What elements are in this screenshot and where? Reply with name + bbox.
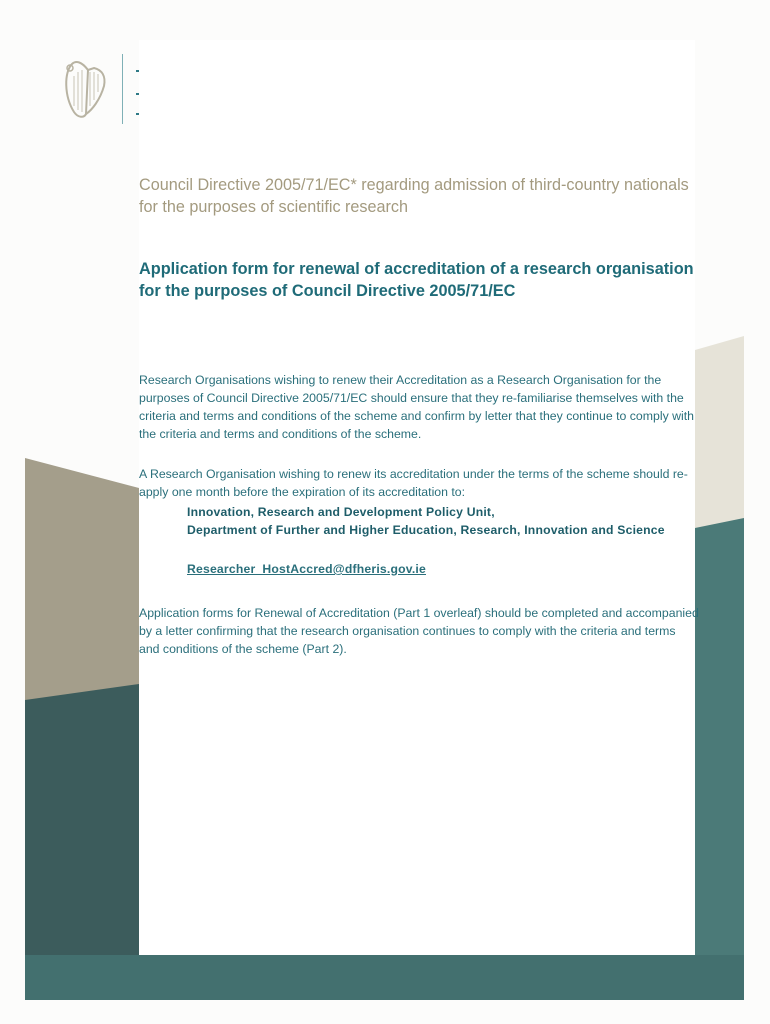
band-bottom xyxy=(25,955,744,1000)
band-teal-right xyxy=(695,518,744,1000)
email-link[interactable]: Researcher_HostAccred@dfheris.gov.ie xyxy=(187,562,426,576)
form-title: Application form for renewal of accreditation of a research organisation for the purposes of Council Directive 2005/71/EC xyxy=(139,260,694,300)
harp-emblem-icon xyxy=(60,56,118,122)
address-unit: Innovation, Research and Development Policy Unit, xyxy=(187,505,495,519)
address-block xyxy=(187,503,667,539)
band-dark-left xyxy=(25,684,139,1000)
reapply-paragraph: A Research Organisation wishing to renew its accreditation under the terms of the scheme should re-apply one month before the expiration of its accreditation to: xyxy=(139,467,688,499)
logo-mark xyxy=(136,113,139,115)
logo-mark xyxy=(136,93,139,95)
forms-paragraph: Application forms for Renewal of Accreditation (Part 1 overleaf) should be completed and accompanied by a letter confirming that the research organisation continues to comply with the criteria and terms and conditions of the scheme (Part 2). xyxy=(139,606,699,656)
directive-heading: Council Directive 2005/71/EC* regarding admission of third-country nationals for the purposes of scientific research xyxy=(139,176,689,216)
logo-divider xyxy=(122,54,123,124)
intro-paragraph: Research Organisations wishing to renew their Accreditation as a Research Organisation for the purposes of Council Directive 2005/71/EC should ensure that they re-familiarise themselves with the criteria and terms and conditions of the scheme and confirm by letter that they continue to comply with the criteria and terms and conditions of the scheme. xyxy=(139,373,695,441)
logo-mark xyxy=(136,70,139,72)
address-department: Department of Further and Higher Education, Research, Innovation and Science xyxy=(187,523,665,537)
